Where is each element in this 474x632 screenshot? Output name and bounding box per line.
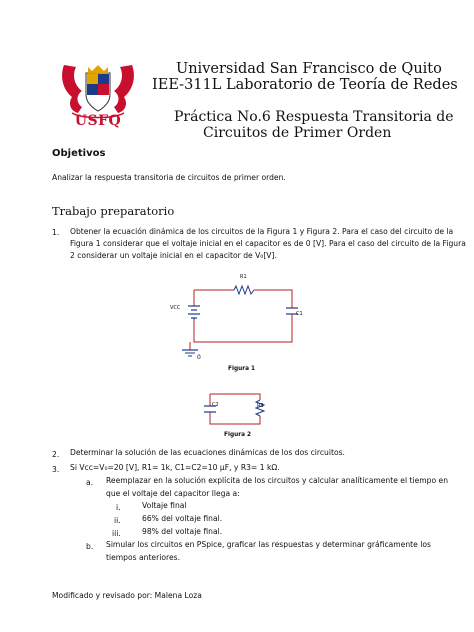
- r3-label: R3: [257, 403, 264, 409]
- figure2-caption: Figura 2: [224, 432, 252, 438]
- objetivos-text: Analizar la respuesta transitoria de circuitos de primer orden.: [52, 173, 286, 182]
- item3a-line1: Reemplazar en la solución explícita de los circuitos y calcular analíticamente el tiempo en: [106, 476, 449, 485]
- item3-number: 3.: [52, 465, 60, 474]
- practice-title-line2: Circuitos de Primer Orden: [203, 125, 392, 141]
- item1-line3: 2 considerar un voltaje inicial en el capacitor de V₀[V].: [70, 251, 277, 260]
- sub-iii-text: 98% del voltaje final.: [142, 527, 223, 536]
- ground-label: 0: [197, 354, 201, 361]
- item3b-number: b.: [86, 542, 94, 551]
- item2-text: Determinar la solución de las ecuaciones dinámicas de los dos circuitos.: [70, 448, 345, 457]
- vcc-label: VCC: [170, 305, 181, 311]
- item2-number: 2.: [52, 450, 60, 459]
- item3b-line1: Simular los circuitos en PSpice, graficar las respuestas y determinar gráficamente los: [106, 540, 431, 549]
- item3a-number: a.: [86, 478, 94, 487]
- sub-ii-text: 66% del voltaje final.: [142, 514, 223, 523]
- logo-text: USFQ: [74, 113, 122, 129]
- r1-label: R1: [240, 274, 247, 280]
- item1-number: 1.: [52, 228, 60, 237]
- sub-i-text: Voltaje final: [142, 501, 187, 510]
- item3a-line2: que el voltaje del capacitor llega a:: [106, 489, 240, 498]
- item1-line1: Obtener la ecuación dinámica de los circuitos de la Figura 1 y Figura 2. Para el caso del circuito de la: [70, 227, 454, 236]
- sub-i-number: i.: [116, 503, 121, 512]
- trabajo-heading: Trabajo preparatorio: [52, 204, 175, 218]
- usfq-logo: [58, 55, 138, 135]
- footer-author: Modificado y revisado por: Malena Loza: [52, 591, 202, 600]
- figure1-circuit: [168, 270, 308, 370]
- item3b-line2: tiempos anteriores.: [106, 553, 180, 562]
- c2-label: C2: [212, 402, 219, 408]
- figure1-caption: Figura 1: [228, 366, 256, 372]
- item3-text: Si Vcc=V₀=20 [V], R1= 1k, C1=C2=10 µF, y R3= 1 kΩ.: [70, 463, 280, 472]
- university-title: Universidad San Francisco de Quito: [176, 61, 442, 77]
- sub-ii-number: ii.: [114, 516, 121, 525]
- course-title: IEE-311L Laboratorio de Teoría de Redes: [152, 77, 458, 93]
- figure2-circuit: [200, 388, 280, 430]
- practice-title-line1: Práctica No.6 Respuesta Transitoria de: [174, 109, 454, 125]
- c1-label: C1: [296, 311, 303, 317]
- item1-line2: Figura 1 considerar que el voltaje inicial en el capacitor es de 0 [V]. Para el caso del circuito de la Figura: [70, 239, 466, 248]
- sub-iii-number: iii.: [112, 529, 121, 538]
- objetivos-heading: Objetivos: [52, 148, 106, 159]
